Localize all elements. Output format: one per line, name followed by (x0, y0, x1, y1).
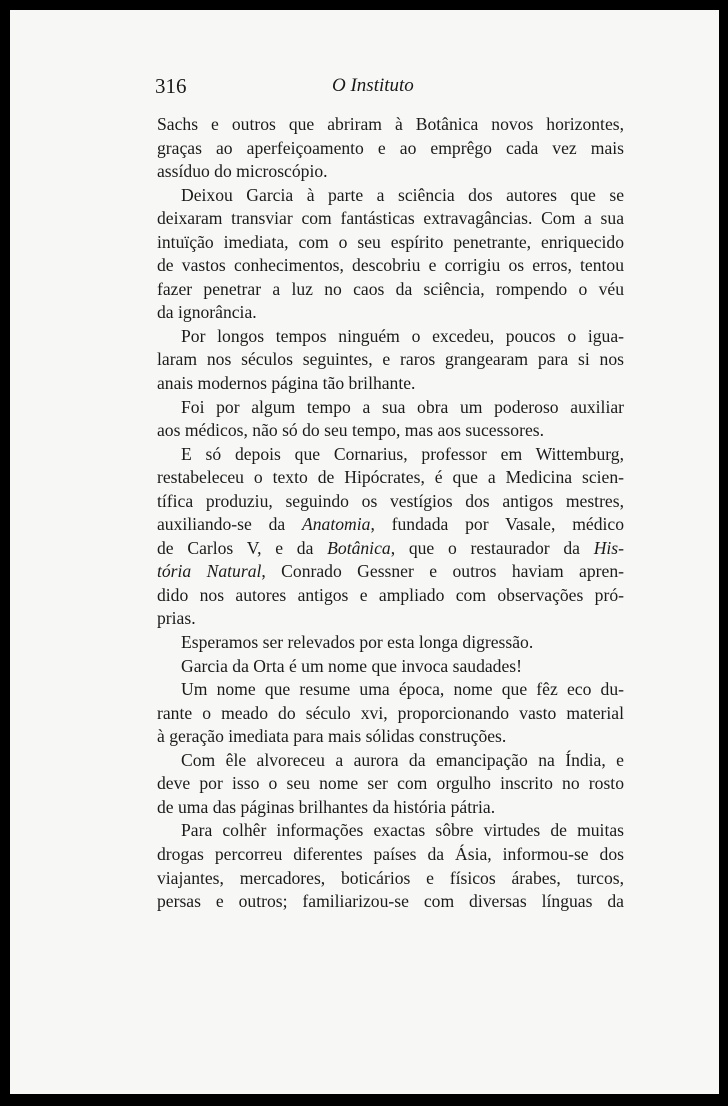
text-line: restabeleceu o texto de Hipócrates, é que a Medicina scien- (157, 467, 624, 488)
text-line: de vastos conhecimentos, descobriu e corrigiu os erros, tentou (157, 255, 624, 276)
text-line: assíduo do microscópio. (157, 161, 328, 182)
body-text (157, 113, 624, 914)
text-line: graças ao aperfeiçoamento e ao emprêgo cada vez mais (157, 137, 624, 158)
page-header (10, 74, 719, 104)
text-line: tífica produziu, seguindo os vestígios dos antigos mestres, (157, 490, 624, 511)
text-line: Por longos tempos ninguém o excedeu, poucos o igua- (181, 325, 624, 346)
text-line: Para colhêr informações exactas sôbre virtudes de muitas (181, 820, 624, 841)
text-line: Garcia da Orta é um nome que invoca saudades! (181, 655, 522, 676)
running-title: O Instituto (332, 75, 414, 96)
text-line: Foi por algum tempo a sua obra um poderoso auxiliar (181, 396, 624, 417)
text-line: Esperamos ser relevados por esta longa digressão. (181, 632, 534, 653)
text-line: deve por isso o seu nome ser com orgulho inscrito no rosto (157, 773, 624, 794)
text-line: laram nos séculos seguintes, e raros grangearam para si nos (157, 349, 624, 370)
text-line: viajantes, mercadores, boticários e físicos árabes, turcos, (157, 867, 624, 888)
text-line: Um nome que resume uma época, nome que fêz eco du- (181, 679, 624, 700)
text-line: de Carlos V, e da Botânica, que o restaurador da His- (157, 537, 625, 558)
text-line: à geração imediata para mais sólidas construções. (157, 726, 507, 747)
text-line: drogas percorreu diferentes países da Ásia, informou-se dos (157, 843, 624, 864)
text-line: dido nos autores antigos e ampliado com observações pró- (157, 584, 624, 605)
text-line: auxiliando-se da Anatomia, fundada por Vasale, médico (157, 514, 624, 535)
text-line: Sachs e outros que abriram à Botânica novos horizontes, (157, 114, 624, 134)
text-line: Com êle alvoreceu a aurora da emancipação na Índia, e (181, 749, 624, 770)
text-line: anais modernos página tão brilhante. (157, 373, 416, 394)
text-line: prias. (157, 608, 196, 629)
text-line: fazer penetrar a luz no caos da sciência, rompendo o véu (157, 278, 624, 299)
text-line: da ignorância. (157, 302, 257, 323)
text-line: rante o meado do século xvi, proporcionando vasto material (157, 702, 624, 723)
text-line: de uma das páginas brilhantes da história pátria. (157, 796, 496, 817)
text-line: Deixou Garcia à parte a sciência dos autores que se (181, 184, 624, 205)
text-line: aos médicos, não só do seu tempo, mas aos sucessores. (157, 420, 544, 441)
text-line: tória Natural, Conrado Gessner e outros haviam apren- (157, 561, 624, 582)
text-line: intuïção imediata, com o seu espírito penetrante, enriquecido (157, 231, 624, 252)
book-page (10, 10, 719, 1094)
page-number: 316 (155, 74, 187, 98)
text-line: deixaram transviar com fantásticas extravagâncias. Com a sua (157, 208, 624, 229)
text-line: persas e outros; familiarizou-se com diversas línguas da (157, 891, 624, 912)
text-line: E só depois que Cornarius, professor em Wittemburg, (181, 443, 624, 464)
